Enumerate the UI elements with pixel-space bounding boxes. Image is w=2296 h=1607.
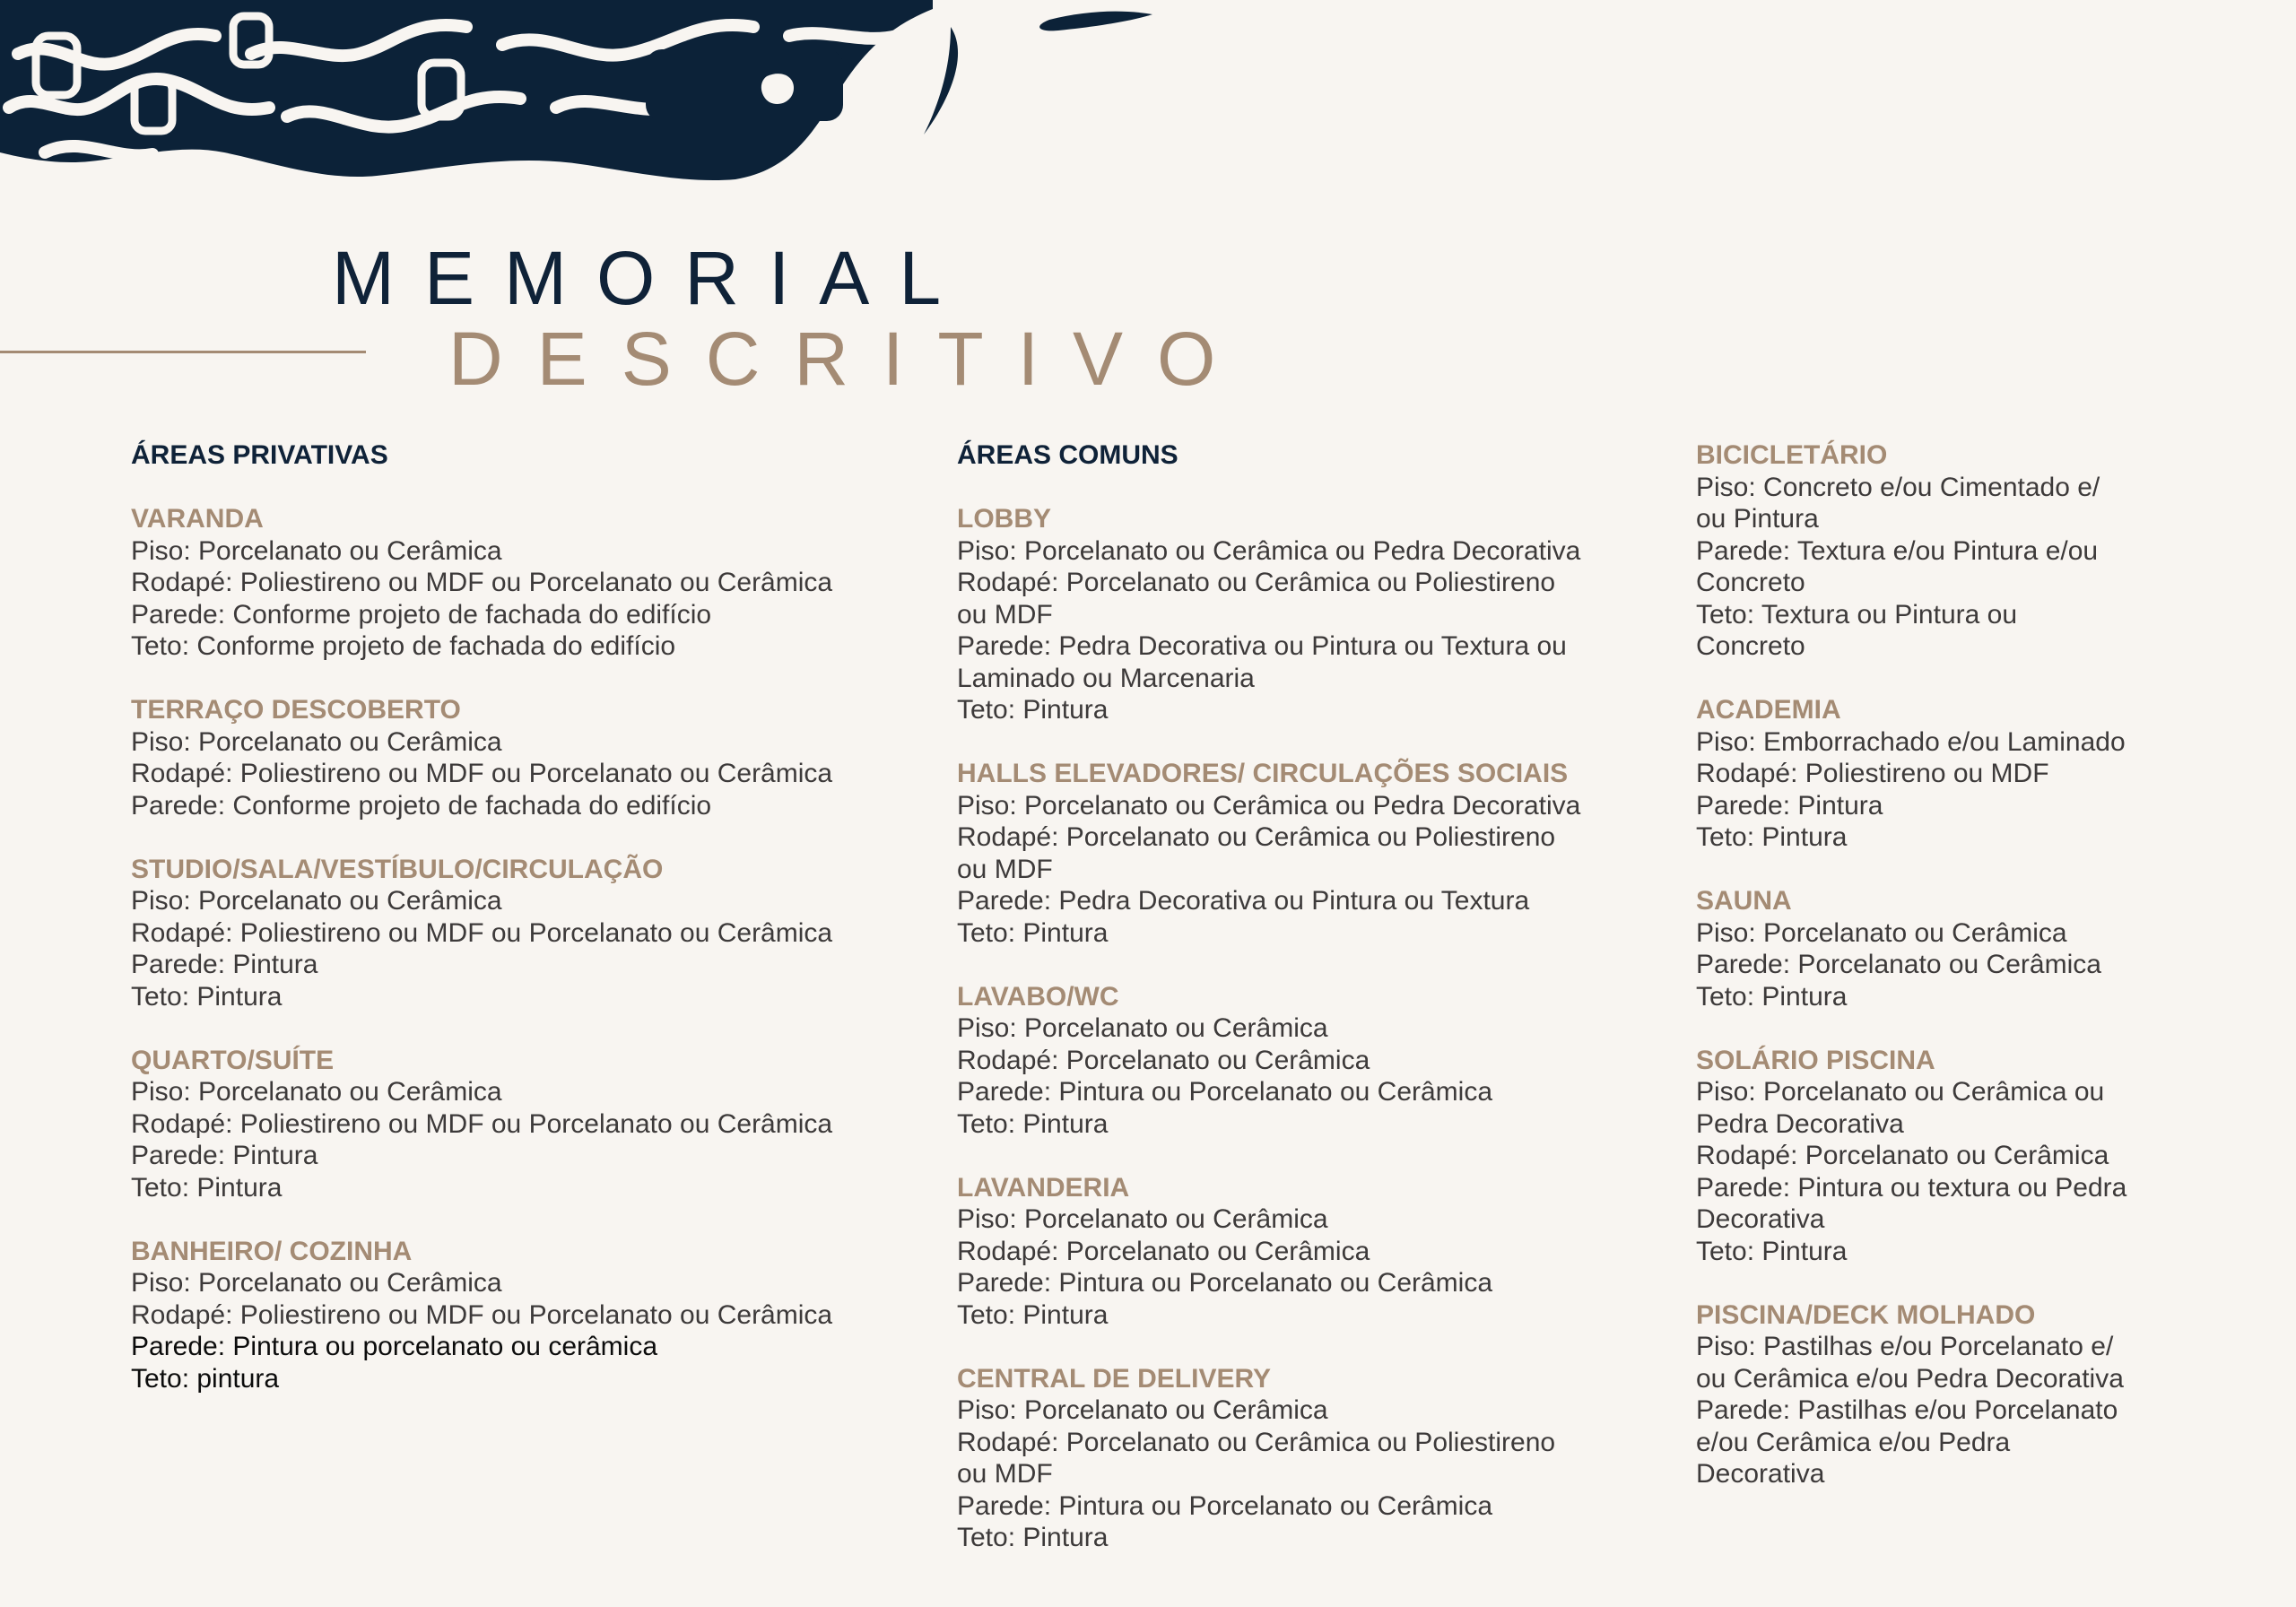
section-title: HALLS ELEVADORES/ CIRCULAÇÕES SOCIAIS	[957, 759, 1569, 788]
section-title: QUARTO/SUÍTE	[131, 1045, 335, 1075]
column-1	[131, 439, 920, 1427]
section-title: SOLÁRIO PISCINA	[1696, 1045, 1935, 1075]
spec-line: Rodapé: Porcelanato ou Cerâmica ou Poliestireno	[957, 568, 1556, 597]
spec-line: Rodapé: Poliestireno ou MDF ou Porcelanato ou Cerâmica	[131, 917, 833, 948]
spec-line: Parede: Pintura	[131, 950, 318, 979]
title-memorial: MEMORIAL	[332, 236, 971, 320]
spec-section	[131, 694, 920, 821]
spec-line: ou Cerâmica e/ou Pedra Decorativa	[1696, 1363, 2124, 1394]
spec-section	[957, 1172, 1657, 1332]
spec-line: Concreto	[1696, 568, 1805, 597]
spec-line: Teto: Pintura	[957, 1108, 1109, 1139]
spec-section	[131, 1045, 920, 1204]
spec-line: Piso: Porcelanato ou Cerâmica ou Pedra Decorativa	[957, 535, 1581, 566]
spec-line: Concreto	[1696, 631, 1805, 661]
spec-line: Teto: Pintura	[957, 1299, 1109, 1330]
spec-line: Parede: Pedra Decorativa ou Pintura ou Textura ou	[957, 631, 1567, 661]
spec-line: Rodapé: Porcelanato ou Cerâmica ou Poliestireno	[957, 822, 1556, 852]
spec-section	[1696, 1299, 2198, 1490]
spec-line: Rodapé: Porcelanato ou Cerâmica ou Poliestireno	[957, 1427, 1556, 1457]
spec-line: Teto: Pintura	[957, 917, 1109, 948]
spec-section	[957, 758, 1657, 949]
spec-line: Piso: Porcelanato ou Cerâmica ou	[1696, 1077, 2105, 1107]
spec-line: Parede: Pedra Decorativa ou Pintura ou Textura	[957, 886, 1530, 916]
spec-line: Teto: Conforme projeto de fachada do edifício	[131, 631, 676, 661]
spec-line: Parede: Conforme projeto de fachada do edifício	[131, 790, 712, 821]
spec-line: Piso: Emborrachado e/ou Laminado	[1696, 726, 2126, 757]
spec-line: Rodapé: Porcelanato ou Cerâmica	[957, 1045, 1370, 1075]
spec-line: Piso: Pastilhas e/ou Porcelanato e/	[1696, 1332, 2114, 1361]
spec-line: Teto: Pintura	[131, 981, 283, 1012]
spec-line: Rodapé: Porcelanato ou Cerâmica	[1696, 1141, 2109, 1170]
spec-section	[957, 503, 1657, 726]
spec-line: Rodapé: Poliestireno ou MDF ou Porcelanato ou Cerâmica	[131, 759, 833, 788]
spec-line: e/ou Cerâmica e/ou Pedra	[1696, 1427, 2011, 1457]
section-title: LOBBY	[957, 504, 1051, 534]
spec-line: Piso: Porcelanato ou Cerâmica	[1696, 917, 2067, 948]
column-2	[957, 439, 1657, 1585]
spec-line: Teto: Pintura	[1696, 981, 1848, 1012]
spec-section	[1696, 1045, 2198, 1268]
section-title: SAUNA	[1696, 886, 1792, 916]
spec-line: Teto: Pintura	[1696, 1236, 1848, 1266]
section-title: BICICLETÁRIO	[1696, 440, 1888, 470]
column-3	[1696, 439, 2198, 1522]
spec-section	[131, 503, 920, 663]
wave-pattern-graphic	[0, 0, 1166, 188]
section-title: LAVABO/WC	[957, 981, 1119, 1012]
spec-line: Teto: Pintura	[957, 1523, 1109, 1552]
spec-line: ou Pintura	[1696, 504, 1819, 534]
spec-line: Parede: Pastilhas e/ou Porcelanato	[1696, 1395, 2118, 1425]
title-descritivo: DESCRITIVO	[448, 317, 1250, 401]
spec-line: ou MDF	[957, 854, 1053, 884]
section-title: STUDIO/SALA/VESTÍBULO/CIRCULAÇÃO	[131, 854, 664, 884]
section-title: VARANDA	[131, 504, 264, 534]
spec-section	[1696, 885, 2198, 1012]
spec-line: Parede: Pintura ou Porcelanato ou Cerâmica	[957, 1077, 1493, 1107]
spec-section	[1696, 439, 2198, 663]
spec-line: Piso: Porcelanato ou Cerâmica ou Pedra Decorativa	[957, 790, 1581, 821]
spec-line: Laminado ou Marcenaria	[957, 663, 1255, 693]
spec-line: Parede: Pintura	[131, 1141, 318, 1170]
spec-line: Teto: Textura ou Pintura ou	[1696, 599, 2018, 630]
spec-line: Piso: Porcelanato ou Cerâmica	[131, 1077, 502, 1107]
column-heading: ÁREAS PRIVATIVAS	[131, 440, 388, 470]
spec-line: Teto: Pintura	[131, 1172, 283, 1203]
spec-line: Teto: Pintura	[1696, 822, 1848, 852]
spec-line: Rodapé: Poliestireno ou MDF	[1696, 759, 2049, 788]
section-title: ACADEMIA	[1696, 695, 1841, 725]
spec-line: Teto: Pintura	[957, 695, 1109, 725]
section-title: TERRAÇO DESCOBERTO	[131, 695, 461, 725]
title-rule	[0, 351, 366, 353]
spec-line: Rodapé: Poliestireno ou MDF ou Porcelanato ou Cerâmica	[131, 568, 833, 597]
spec-line: Decorativa	[1696, 1459, 1825, 1489]
spec-line: ou MDF	[957, 599, 1053, 630]
spec-line: Rodapé: Poliestireno ou MDF ou Porcelanato ou Cerâmica	[131, 1108, 833, 1139]
spec-line: Parede: Pintura ou Porcelanato ou Cerâmica	[957, 1268, 1493, 1298]
spec-line: Parede: Pintura ou Porcelanato ou Cerâmica	[957, 1490, 1493, 1521]
spec-line: Piso: Porcelanato ou Cerâmica	[957, 1395, 1328, 1425]
spec-line: Parede: Pintura ou porcelanato ou cerâmica	[131, 1332, 658, 1361]
spec-line: Pedra Decorativa	[1696, 1108, 1904, 1139]
spec-line: Rodapé: Poliestireno ou MDF ou Porcelanato ou Cerâmica	[131, 1299, 833, 1330]
section-title: BANHEIRO/ COZINHA	[131, 1236, 413, 1266]
spec-line: ou MDF	[957, 1459, 1053, 1489]
spec-line: Decorativa	[1696, 1204, 1825, 1234]
spec-line: Piso: Porcelanato ou Cerâmica	[131, 726, 502, 757]
section-title: LAVANDERIA	[957, 1172, 1130, 1203]
spec-line: Teto: pintura	[131, 1363, 280, 1394]
spec-line: Rodapé: Porcelanato ou Cerâmica	[957, 1236, 1370, 1266]
spec-line: Parede: Textura e/ou Pintura e/ou	[1696, 535, 2099, 566]
spec-line: Piso: Concreto e/ou Cimentado e/	[1696, 472, 2100, 502]
spec-section	[957, 1363, 1657, 1554]
column-heading: ÁREAS COMUNS	[957, 440, 1178, 470]
section-title: PISCINA/DECK MOLHADO	[1696, 1299, 2036, 1330]
spec-section	[1696, 694, 2198, 854]
spec-line: Piso: Porcelanato ou Cerâmica	[131, 1268, 502, 1298]
spec-section	[957, 981, 1657, 1141]
spec-line: Piso: Porcelanato ou Cerâmica	[131, 886, 502, 916]
spec-line: Piso: Porcelanato ou Cerâmica	[957, 1013, 1328, 1043]
spec-line: Parede: Pintura ou textura ou Pedra	[1696, 1172, 2127, 1203]
spec-line: Parede: Conforme projeto de fachada do edifício	[131, 599, 712, 630]
section-title: CENTRAL DE DELIVERY	[957, 1363, 1272, 1394]
spec-line: Piso: Porcelanato ou Cerâmica	[131, 535, 502, 566]
spec-section	[131, 1236, 920, 1395]
spec-line: Parede: Pintura	[1696, 790, 1883, 821]
spec-section	[131, 854, 920, 1013]
spec-line: Parede: Porcelanato ou Cerâmica	[1696, 950, 2101, 979]
spec-line: Piso: Porcelanato ou Cerâmica	[957, 1204, 1328, 1234]
